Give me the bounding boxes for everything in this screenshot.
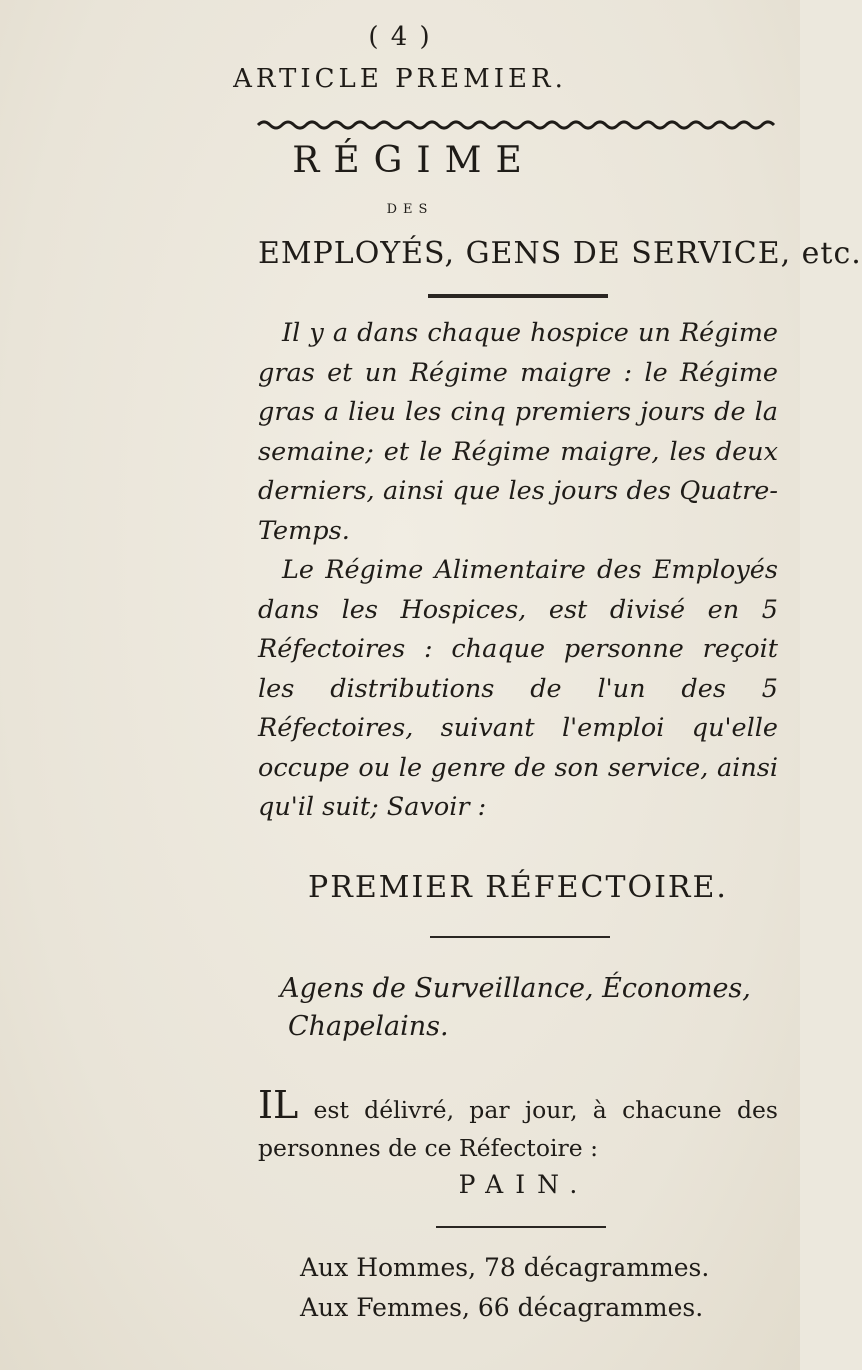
page-number: ( 4 ) xyxy=(368,22,432,52)
first-refectory-heading: PREMIER RÉFECTOIRE. xyxy=(308,870,728,905)
delivery-dropcap: IL xyxy=(258,1083,299,1127)
bread-heading: PAIN. xyxy=(458,1170,590,1199)
divider-rule-top xyxy=(428,294,608,298)
intro-paragraph-regimes: Il y a dans chaque hospice un Régime gras et un Régime maigre : le Régime gras a lieu les cinq premiers jours de la semaine; et le Régime maigre, les deux derniers, ainsi que les jours des Quatre-Temps. xyxy=(258,318,778,546)
refectory-subtitle-line-1: Agens de Surveillance, Économes, xyxy=(280,973,751,1004)
regime-heading: RÉGIME xyxy=(292,140,536,181)
ration-men: Aux Hommes, 78 décagrammes. xyxy=(300,1253,710,1282)
divider-rule-bread xyxy=(436,1226,606,1228)
article-heading: ARTICLE PREMIER. xyxy=(233,64,567,94)
delivery-paragraph xyxy=(258,1083,778,1167)
intro-paragraph-refectoires: Le Régime Alimentaire des Employés dans les Hospices, est divisé en 5 Réfectoires : chaque personne reçoit les distributions de l'un des 5 Réfectoires, suivant l'emploi qu'elle occupe ou le genre de son service, ainsi qu'il suit; Savoir : xyxy=(258,555,778,822)
divider-rule-refectory xyxy=(430,936,610,938)
refectory-subtitle-line-2: Chapelains. xyxy=(288,1011,449,1042)
refectory-subtitle xyxy=(280,970,780,1046)
ornamental-wavy-rule xyxy=(258,118,774,132)
ration-list xyxy=(300,1248,770,1328)
ration-women: Aux Femmes, 66 décagrammes. xyxy=(300,1293,704,1322)
delivery-text: est délivré, par jour, à chacune des personnes de ce Réfectoire : xyxy=(258,1096,778,1162)
employees-heading: EMPLOYÉS, GENS DE SERVICE, etc. xyxy=(258,236,862,271)
des-connector: DES xyxy=(386,202,434,217)
intro-paragraphs xyxy=(258,314,778,828)
